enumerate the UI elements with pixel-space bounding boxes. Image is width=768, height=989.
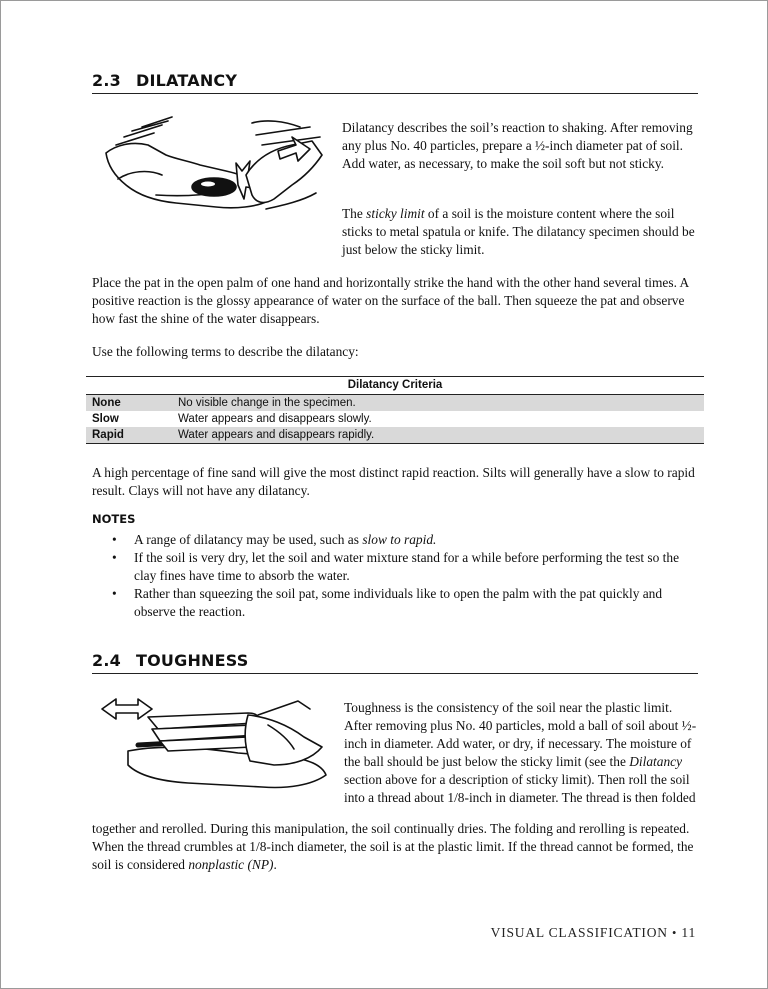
footer-label: VISUAL CLASSIFICATION [490, 925, 668, 940]
toughness-paragraph [344, 699, 702, 807]
criteria-description: Water appears and disappears rapidly. [178, 429, 375, 441]
section-title: DILATANCY [136, 71, 238, 90]
notes-heading: NOTES [92, 512, 136, 526]
criteria-term: Slow [92, 413, 119, 425]
sticky-limit-paragraph [342, 205, 702, 259]
table-bottom-rule [86, 443, 704, 444]
table-row [86, 427, 704, 443]
toughness-text-end: . [273, 857, 277, 872]
footer-bullet: • [672, 926, 678, 940]
section-heading-toughness [92, 651, 248, 670]
terms-intro-paragraph: Use the following terms to describe the dilatancy: [92, 344, 359, 359]
section-number: 2.3 [92, 71, 121, 90]
after-table-paragraph: A high percentage of fine sand will give the most distinct rapid reaction. Silts will generally have a slow to rapid result. Clays will not have any dilatancy. [92, 465, 695, 498]
section-number: 2.4 [92, 651, 121, 670]
bullet-icon: • [112, 550, 117, 565]
sticky-limit-text-post: of a soil is the moisture content where the soil sticks to metal spatula or knife. The dilatancy specimen should be just below the sticky limit. [342, 206, 695, 257]
nonplastic-term: nonplastic (NP) [188, 857, 274, 872]
criteria-term: None [92, 397, 121, 409]
criteria-description: Water appears and disappears slowly. [178, 413, 372, 425]
page-footer [491, 925, 696, 941]
list-item [112, 549, 702, 585]
note-text: If the soil is very dry, let the soil and water mixture stand for a while before performing the test so the clay fines have time to absorb the water. [134, 550, 680, 583]
criteria-description: No visible change in the specimen. [178, 397, 356, 409]
section-heading-dilatancy [92, 71, 237, 90]
bullet-icon: • [112, 532, 117, 547]
dilatancy-intro-paragraph: Dilatancy describes the soil’s reaction to shaking. After removing any plus No. 40 particles, prepare a ½-inch diameter pat of soil. Add water, as necessary, to make the soil soft but not sticky. [342, 120, 693, 171]
section-rule [92, 93, 698, 94]
section-title: TOUGHNESS [136, 651, 249, 670]
table-row [86, 395, 704, 411]
note-text: A range of dilatancy may be used, such as [134, 532, 363, 547]
toughness-text-cont: together and rerolled. During this manipulation, the soil continually dries. The folding and rerolling is repeated. When the thread crumbles at 1/8-inch diameter, the soil is at the plastic limit. If the thread cannot be formed, the soil is considered [92, 821, 694, 872]
table-header: Dilatancy Criteria [86, 376, 704, 395]
table-row [86, 411, 704, 427]
sticky-limit-text-pre: The [342, 206, 367, 221]
toughness-text-pre: Toughness is the consistency of the soil near the plastic limit. After removing plus No. 40 particles, mold a ball of soil about ½-inch in diameter. Add water, or dry, if necessary. The moisture of the ball should be just below the sticky limit (see the [344, 700, 697, 769]
page-number: 11 [681, 925, 696, 940]
note-emphasis: slow to rapid. [362, 532, 437, 547]
criteria-term: Rapid [92, 429, 124, 441]
toughness-term: Dilatancy [629, 754, 683, 769]
toughness-paragraph-continued [92, 820, 704, 874]
section-rule [92, 673, 698, 674]
note-text: Rather than squeezing the soil pat, some individuals like to open the palm with the pat quickly and observe the reaction. [134, 586, 663, 619]
hand-rolling-illustration [98, 695, 330, 795]
dilatancy-criteria-table [86, 376, 704, 444]
hand-shaking-illustration [96, 115, 328, 220]
procedure-paragraph: Place the pat in the open palm of one hand and horizontally strike the hand with the other hand several times. A positive reaction is the glossy appearance of water on the surface of the ball. Then squeeze the pat and observe how fast the shine of the water disappears. [92, 275, 689, 326]
toughness-text-mid: section above for a description of sticky limit). Then roll the soil into a thread about 1/8-inch in diameter. The thread is then folded [344, 772, 696, 805]
list-item [112, 531, 702, 549]
bullet-icon: • [112, 586, 117, 601]
list-item [112, 585, 702, 621]
sticky-limit-term: sticky limit [366, 206, 425, 221]
